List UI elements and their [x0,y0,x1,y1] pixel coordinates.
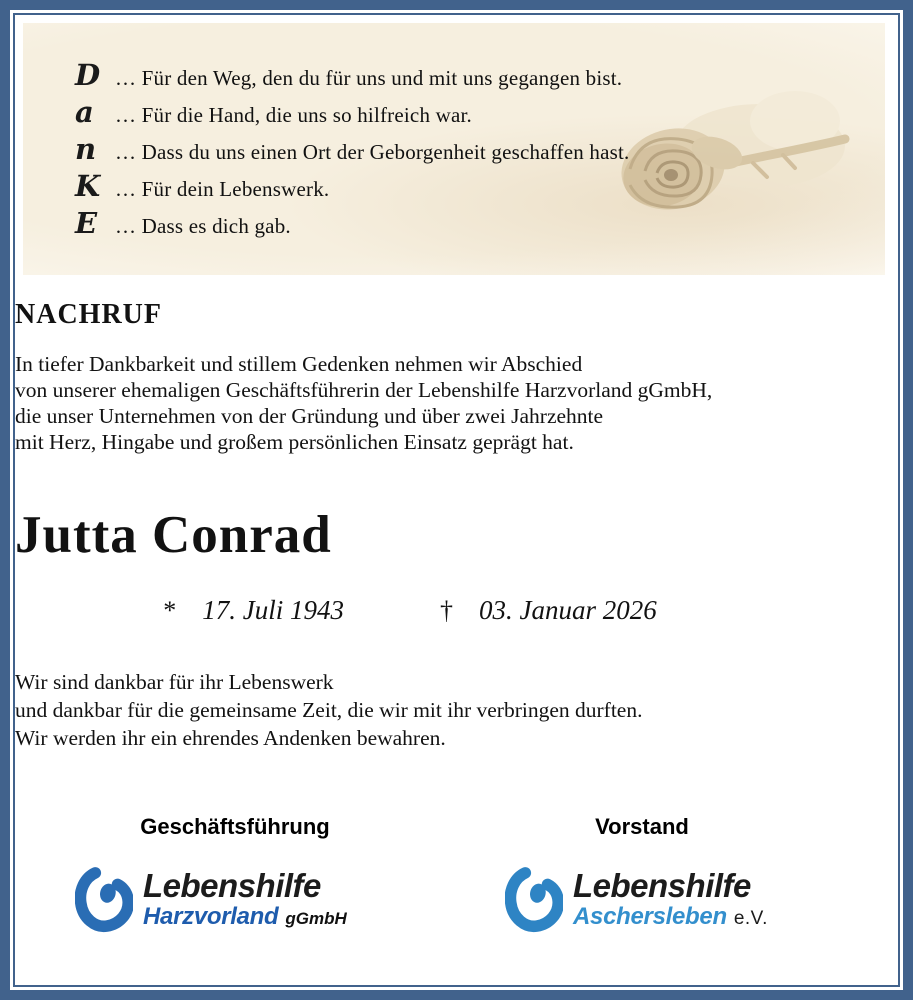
acrostic-text: … Für den Weg, den du für uns und mit uns gegangen bist. [115,66,623,90]
tribute-paragraph [15,668,805,752]
acrostic-letter: E [75,206,98,240]
intro-line: die unser Unternehmen von der Gründung und über zwei Jahrzehnte [15,404,604,428]
acrostic-text: … Für dein Lebenswerk. [115,177,330,201]
logo-region-name: Aschersleben [573,903,727,930]
acrostic-letter: n [75,132,97,166]
acrostic-danke [75,58,630,246]
acrostic-line [75,95,630,135]
life-dates [15,595,805,626]
tribute-line: Wir werden ihr ein ehrendes Andenken bewahren. [15,726,446,750]
intro-line: von unserer ehemaligen Geschäftsführerin der Lebenshilfe Harzvorland gGmbH, [15,378,713,402]
acrostic-line [75,132,630,172]
logo-org-name: Lebenshilfe [573,867,751,904]
acrostic-line [75,206,630,246]
acrostic-line [75,58,630,98]
logo-region-name: Harzvorland [143,903,279,930]
acrostic-letter: K [75,169,101,203]
acrostic-text: … Für die Hand, die uns so hilfreich war. [115,103,472,127]
lebenshilfe-aschersleben-logo [505,861,768,937]
tribute-line: Wir sind dankbar für ihr Lebenswerk [15,670,334,694]
acrostic-letter: D [75,58,101,92]
acrostic-text: … Dass es dich gab. [115,214,291,238]
logo-subline [573,905,768,929]
lebenshilfe-mark-icon [75,863,133,935]
logo-text [143,869,347,929]
memorial-photo [23,23,885,275]
birth-date: 17. Juli 1943 [202,595,344,625]
vorstand-label: Vorstand [595,814,689,839]
tribute-line: und dankbar für die gemeinsame Zeit, die wir mit ihr verbringen durften. [15,698,643,722]
logo-org-name: Lebenshilfe [143,867,321,904]
logo-text [573,869,768,929]
lebenshilfe-mark-icon [505,863,563,935]
intro-line: In tiefer Dankbarkeit und stillem Gedenken nehmen wir Abschied [15,352,583,376]
intro-paragraph [15,351,805,455]
deceased-name: Jutta Conrad [15,506,332,564]
death-date: 03. Januar 2026 [479,595,657,625]
logo-subline [143,905,347,929]
nachruf-heading: NACHRUF [15,299,162,330]
birth-symbol: * [163,596,177,625]
death-date-group [440,595,657,626]
acrostic-text: … Dass du uns einen Ort der Geborgenheit geschaffen hast. [115,140,630,164]
birth-date-group [163,595,344,626]
acrostic-letter: a [75,95,94,129]
obituary-inner-frame [13,13,900,987]
intro-line: mit Herz, Hingabe und großem persönlichen Einsatz geprägt hat. [15,430,574,454]
lebenshilfe-harzvorland-logo [75,861,347,937]
logo-legal-suffix: e.V. [733,908,768,929]
acrostic-line [75,169,630,209]
death-symbol: † [440,596,453,625]
geschaeftsfuehrung-label: Geschäftsführung [140,814,330,839]
logo-legal-suffix: gGmbH [285,909,347,928]
